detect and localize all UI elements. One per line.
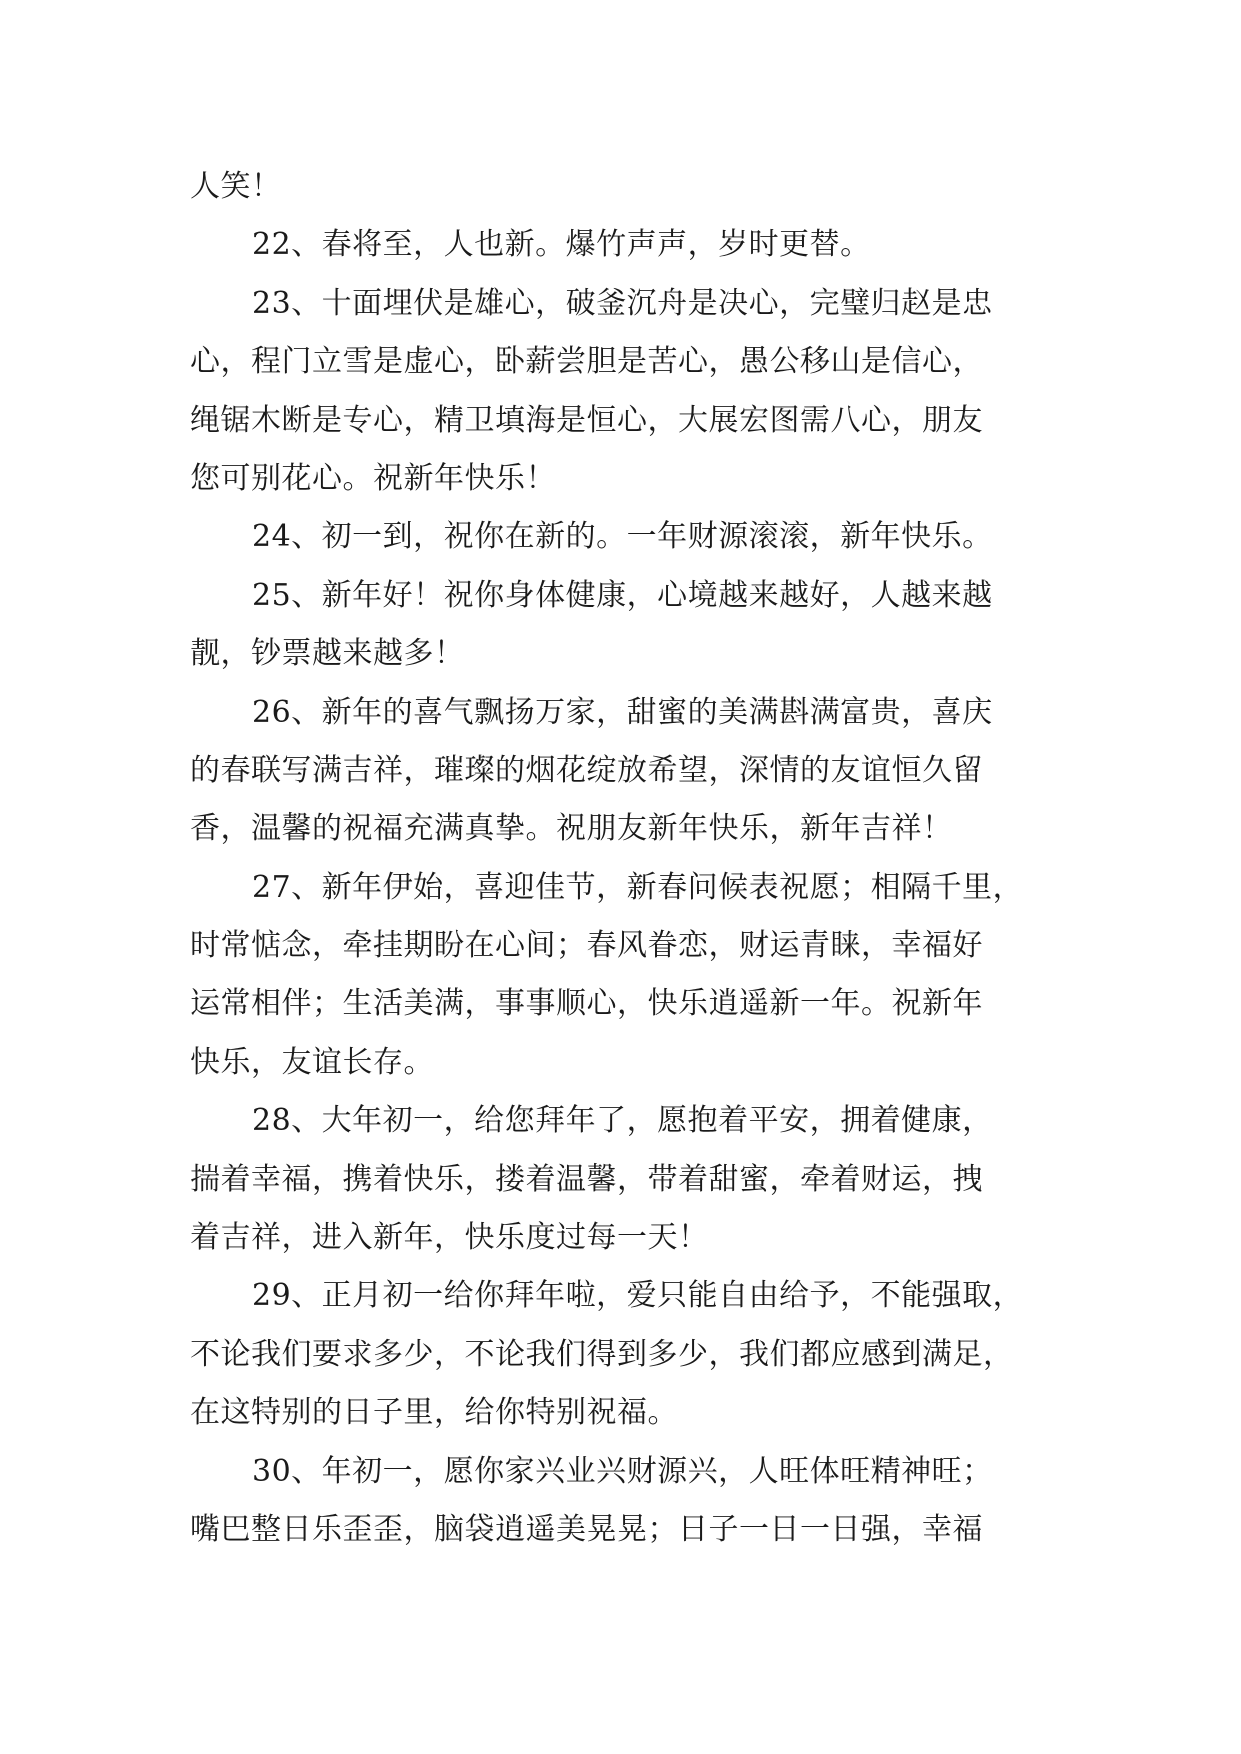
- document-body: [190, 158, 1050, 1559]
- text-line: 揣着幸福，携着快乐，搂着温馨，带着甜蜜，牵着财运，拽: [190, 1161, 983, 1197]
- text-line: 27、新年伊始，喜迎佳节，新春问候表祝愿；相隔千里，: [252, 869, 1024, 905]
- text-line: 运常相伴；生活美满，事事顺心，快乐逍遥新一年。祝新年: [190, 986, 983, 1022]
- text-line: 香，温馨的祝福充满真挚。祝朋友新年快乐，新年吉祥！: [190, 811, 953, 847]
- text-line: 在这特别的日子里，给你特别祝福。: [190, 1395, 678, 1431]
- text-line: 嘴巴整日乐歪歪，脑袋逍遥美晃晃；日子一日一日强，幸福: [190, 1511, 983, 1547]
- text-line: 24、初一到，祝你在新的。一年财源滚滚，新年快乐。: [252, 519, 993, 555]
- text-line: 绳锯木断是专心，精卫填海是恒心，大展宏图需八心，朋友: [190, 402, 983, 438]
- text-line: 心，程门立雪是虚心，卧薪尝胆是苦心，愚公移山是信心，: [190, 344, 983, 380]
- text-line: 您可别花心。祝新年快乐！: [190, 460, 556, 496]
- text-line: 着吉祥，进入新年，快乐度过每一天！: [190, 1220, 709, 1256]
- text-line: 23、十面埋伏是雄心，破釜沉舟是决心，完璧归赵是忠: [252, 285, 993, 321]
- text-line: 靓，钞票越来越多！: [190, 636, 465, 672]
- text-line: 不论我们要求多少，不论我们得到多少，我们都应感到满足，: [190, 1336, 1014, 1372]
- text-line: 29、正月初一给你拜年啦，爱只能自由给予，不能强取，: [252, 1278, 1024, 1314]
- text-line: 25、新年好！祝你身体健康，心境越来越好，人越来越: [252, 577, 993, 613]
- text-line: 时常惦念，牵挂期盼在心间；春风眷恋，财运青睐，幸福好: [190, 928, 983, 964]
- text-line: 28、大年初一，给您拜年了，愿抱着平安，拥着健康，: [252, 1103, 993, 1139]
- text-line: 30、年初一，愿你家兴业兴财源兴，人旺体旺精神旺；: [252, 1453, 993, 1489]
- text-line: 快乐，友谊长存。: [190, 1044, 434, 1080]
- text-line: 人笑！: [190, 169, 282, 204]
- text-line: 22、春将至，人也新。爆竹声声，岁时更替。: [252, 227, 871, 263]
- text-line: 26、新年的喜气飘扬万家，甜蜜的美满斟满富贵，喜庆: [252, 694, 993, 730]
- text-line: 的春联写满吉祥，璀璨的烟花绽放希望，深情的友谊恒久留: [190, 752, 983, 788]
